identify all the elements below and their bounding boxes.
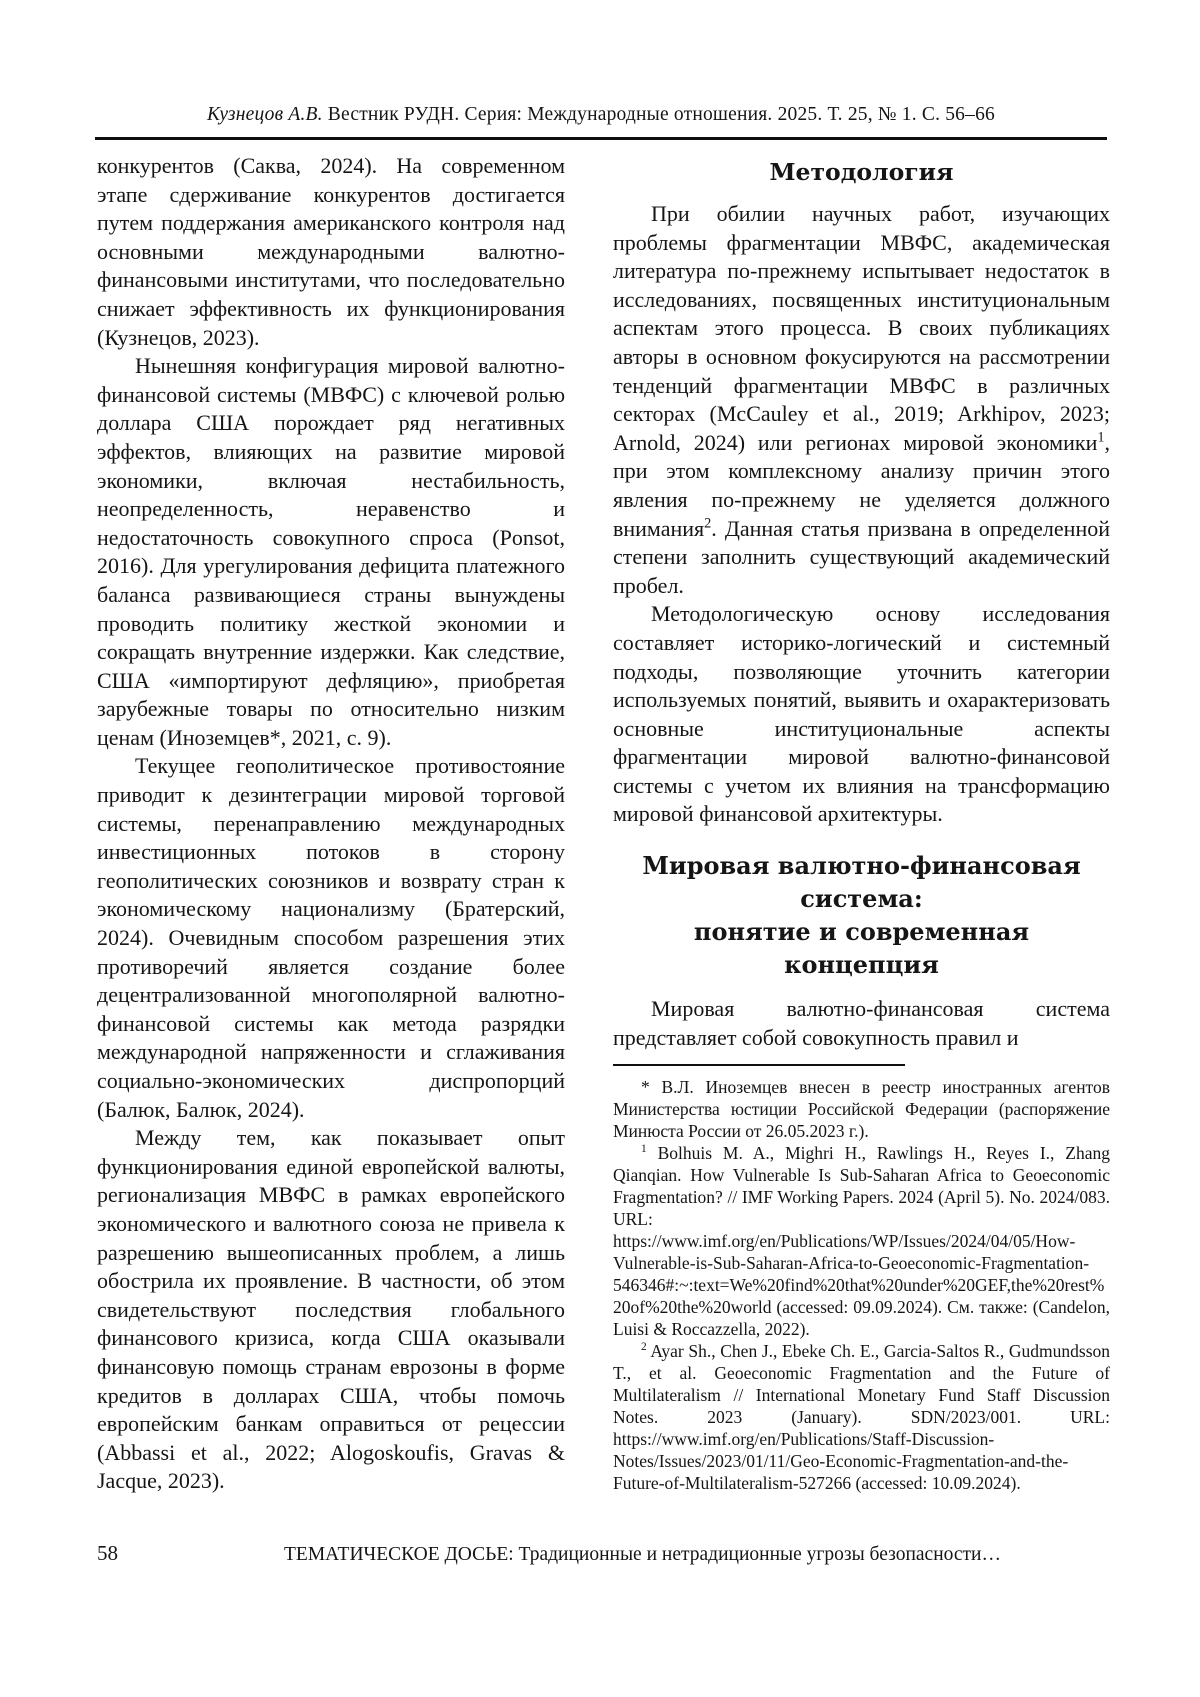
paragraph: Текущее геополитическое противостояние приводит к дезинтеграции мировой торговой системы, перенаправлению международных инвестиционных потоков в сторону геополитических союзников и возврату стран к экономическому национализму (Братерский, 2024). Очевидным способом разрешения этих противоречий является создание более децентрализованной многополярной валютно-финансовой системы как метода разрядки международной напряженности и сглаживания социально-экономических диспропорций (Балюк, Балюк, 2024). xyxy=(97,753,565,1122)
paragraph: Между тем, как показывает опыт функционирования единой европейской валюты, регионализация МВФС в рамках европейского экономического и валютного союза не привела к разрешению вышеописанных проблем, а лишь обострила их проявление. В частности, об этом свидетельствуют последствия глобального финансового кризиса, когда США оказывали финансовую помощь странам еврозоны в форме кредитов в долларах США, чтобы помочь европейским банкам оправиться от рецессии (Abbassi et al., 2022; Alogoskoufis, Gravas & Jacque, 2023). xyxy=(97,1125,565,1494)
footnote-separator-rule xyxy=(613,1064,905,1066)
paragraph-text: При обилии научных работ, изучающих проблемы фрагментации МВФС, академическая литература по-прежнему испытывает недостаток в исследованиях, посвященных институциональным аспектам этого процесса. В своих публикациях авторы в основном фокусируются на рассмотрении тенденций фрагментации МВФС в различных секторах (McCauley et al., 2019; Arkhipov, 2023; Arnold, 2024) или регионах мировой экономики xyxy=(613,201,1110,455)
paragraph: конкурентов (Саква, 2024). На современном этапе сдерживание конкурентов достигается путем поддержания американского контроля над основными международными валютно-финансовыми институтами, что последовательно снижает эффективность их функционирования (Кузнецов, 2023). xyxy=(97,153,565,350)
left-column xyxy=(97,152,565,1496)
section-heading-methodology: Методология xyxy=(769,158,954,186)
paragraph-text: , при этом комплексному анализу причин этого явления по-прежнему не уделяется должного внимания xyxy=(613,429,1110,541)
section-heading-line: Мировая валютно-финансовая система: xyxy=(642,851,1081,914)
footnote-marker: 1 xyxy=(641,1143,647,1156)
paragraph-text: . Данная статья призвана в определенной степени заполнить существующий академический пробел. xyxy=(613,515,1110,598)
paragraph xyxy=(613,200,1110,600)
footnote-star xyxy=(613,1076,1110,1142)
footnote-ref-2: 2 xyxy=(704,515,712,532)
footnote-marker: 2 xyxy=(641,1341,647,1354)
section-heading-line: понятие и современная концепция xyxy=(693,917,1030,980)
footer-running-title: ТЕМАТИЧЕСКОЕ ДОСЬЕ: Традиционные и нетрадиционные угрозы безопасности… xyxy=(284,1544,1001,1565)
footnote-text: Bolhuis M. A., Mighri H., Rawlings H., Reyes I., Zhang Qianqian. How Vulnerable Is Sub-Saharan Africa to Geoeconomic Fragmentation? // IMF Working Papers. 2024 (April 5). No. 2024/083. URL: https://www.imf.org/en/Publications/WP/Issues/2024/04/05/How-Vulnerable-is-Sub-Saharan-Africa-to-Geoeconomic-Fragmentation-546346#:~:text=We%20find%20that%20under%20GEF,the%20rest%20of%20the%20world (accessed: 09.09.2024). См. также: (Candelon, Luisi & Roccazzella, 2022). xyxy=(613,1143,1110,1340)
footnote-marker: * xyxy=(641,1077,650,1098)
right-column xyxy=(613,152,1110,1496)
two-column-content xyxy=(97,152,1110,1496)
running-head xyxy=(95,104,1107,126)
paragraph: Нынешняя конфигурация мировой валютно-финансовой системы (МВФС) с ключевой ролью доллара США порождает ряд негативных эффектов, влияющих на развитие мировой экономики, включая нестабильность, неопределенность, неравенство и недостаточность совокупного спроса (Ponsot, 2016). Для урегулирования дефицита платежного баланса развивающиеся страны вынуждены проводить политику жесткой экономии и сокращать внутренние издержки. Как следствие, США «импортируют дефляцию», приобретая зарубежные товары по относительно низким ценам (Иноземцев*, 2021, с. 9). xyxy=(97,353,565,750)
page-footer xyxy=(97,1541,1107,1566)
section-heading-mvfs xyxy=(613,849,1110,981)
footnote-text: В.Л. Иноземцев внесен в реестр иностранных агентов Министерства юстиции Российской Федерации (распоряжение Минюста России от 26.05.2023 г.). xyxy=(613,1077,1110,1142)
footnote-1 xyxy=(613,1142,1110,1340)
running-head-author: Кузнецов А.В. xyxy=(207,104,323,125)
paragraph: Методологическую основу исследования составляет историко-логический и системный подходы, позволяющие уточнить категории используемых понятий, выявить и охарактеризовать основные институциональные аспекты фрагментации мировой валютно-финансовой системы с учетом их влияния на трансформацию мировой финансовой архитектуры. xyxy=(613,601,1110,827)
footnote-text: Ayar Sh., Chen J., Ebeke Ch. E., Garcia-Saltos R., Gudmundsson T., et al. Geoeconomic Fragmentation and the Future of Multilateralism // International Monetary Fund Staff Discussion Notes. 2023 (January). SDN/2023/001. URL: https://www.imf.org/en/Publications/Staff-Discussion-Notes/Issues/2023/01/11/Geo-Economic-Fragmentation-and-the-Future-of-Multilateralism-527266 (accessed: 10.09.2024). xyxy=(613,1341,1110,1494)
page-number: 58 xyxy=(97,1541,118,1565)
running-head-source: Вестник РУДН. Серия: Международные отношения. 2025. Т. 25, № 1. С. 56–66 xyxy=(322,104,995,125)
header-rule xyxy=(95,137,1107,140)
paragraph: Мировая валютно-финансовая система представляет собой совокупность правил и xyxy=(613,996,1110,1050)
footnote-2 xyxy=(613,1340,1110,1494)
footnote-ref-1: 1 xyxy=(1097,429,1105,446)
